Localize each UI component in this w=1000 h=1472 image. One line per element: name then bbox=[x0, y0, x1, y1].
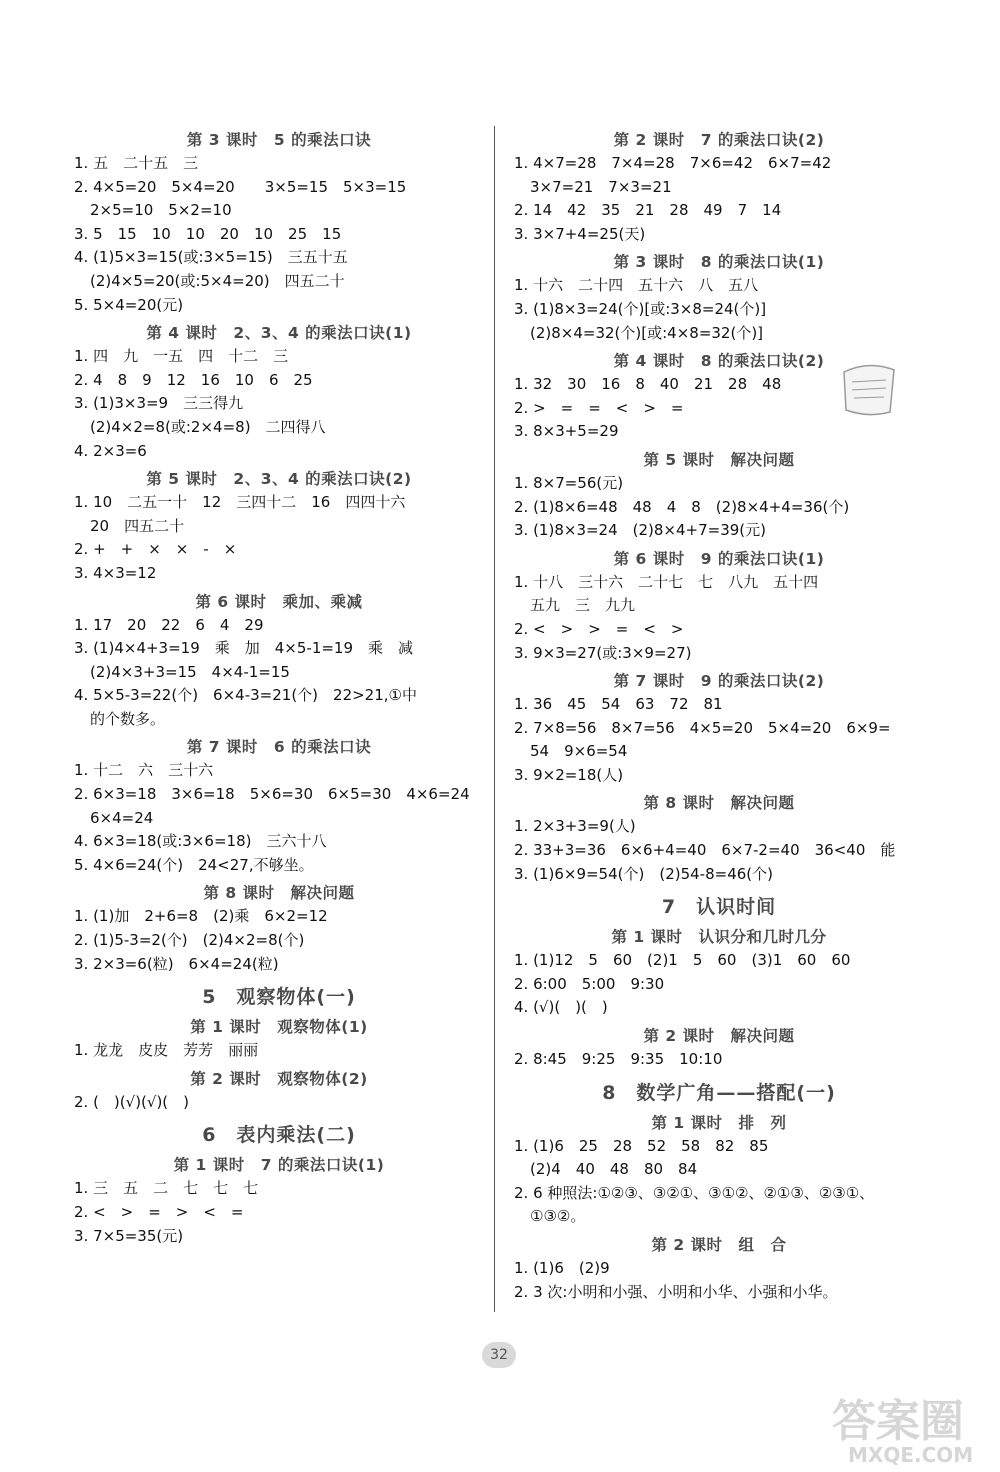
answer-line: 4. (1)5×3=15(或:3×5=15) 三五十五 bbox=[74, 248, 348, 267]
lesson-heading: 第 4 课时 2、3、4 的乘法口诀(1) bbox=[146, 324, 412, 343]
answer-line: 1. (1)12 5 60 (2)1 5 60 (3)1 60 60 bbox=[514, 951, 851, 970]
answer-line: 4. 5×5-3=22(个) 6×4-3=21(个) 22>21,①中 bbox=[74, 686, 417, 705]
answer-line: 3. 7×5=35(元) bbox=[74, 1226, 184, 1245]
answer-line: 2. 14 42 35 21 28 49 7 14 bbox=[514, 201, 782, 220]
answer-line: 五九 三 九九 bbox=[530, 596, 636, 615]
answer-line: 1. 8×7=56(元) bbox=[514, 473, 624, 492]
answer-line: 2×5=10 5×2=10 bbox=[90, 201, 232, 220]
lesson-heading: 第 2 课时 观察物体(2) bbox=[190, 1069, 368, 1088]
lesson-heading: 第 3 课时 5 的乘法口诀 bbox=[186, 131, 372, 149]
answer-line: 2. 4 8 9 12 16 10 6 25 bbox=[74, 370, 313, 389]
lesson-heading: 第 7 课时 9 的乘法口诀(2) bbox=[613, 672, 825, 691]
answer-line: (2)4 40 48 80 84 bbox=[530, 1160, 698, 1179]
answer-line: (2)8×4=32(个)[或:4×8=32(个)] bbox=[530, 323, 764, 342]
answer-line: 2. < > > = < > bbox=[514, 619, 684, 638]
lesson-heading: 第 6 课时 乘加、乘减 bbox=[195, 592, 363, 611]
answer-line: 3. (1)3×3=9 三三得九 bbox=[74, 394, 244, 413]
svg-text:MXQE.COM: MXQE.COM bbox=[848, 1443, 974, 1467]
lesson-heading: 第 5 课时 解决问题 bbox=[643, 450, 795, 469]
answer-line: 1. 32 30 16 8 40 21 28 48 bbox=[514, 375, 782, 394]
answer-line: 1. 龙龙 皮皮 芳芳 丽丽 bbox=[74, 1041, 259, 1060]
answer-line: 1. 10 二五一十 12 三四十二 16 四四十六 bbox=[74, 493, 406, 512]
lesson-heading: 第 7 课时 6 的乘法口诀 bbox=[186, 738, 372, 757]
answer-line: 3. 4×3=12 bbox=[74, 563, 157, 582]
answer-line: 1. (1)加 2+6=8 (2)乘 6×2=12 bbox=[74, 907, 328, 926]
answer-line: 3. 2×3=6(粒) 6×4=24(粒) bbox=[74, 954, 279, 973]
answer-line: 2. < > = > < = bbox=[74, 1203, 244, 1221]
answer-line: 2. 6:00 5:00 9:30 bbox=[514, 974, 665, 993]
lesson-heading: 第 8 课时 解决问题 bbox=[643, 794, 795, 813]
svg-text:答案圈: 答案圈 bbox=[832, 1396, 964, 1447]
answer-line: 2. 6 种照法:①②③、③②①、③①②、②①③、②③①、 bbox=[514, 1183, 875, 1202]
answer-line: 1. 三 五 二 七 七 七 bbox=[74, 1179, 259, 1198]
answer-line: 3×7=21 7×3=21 bbox=[530, 177, 672, 196]
answer-line: 1. 17 20 22 6 4 29 bbox=[74, 615, 264, 634]
answer-line: 3. (1)8×3=24(个)[或:3×8=24(个)] bbox=[514, 299, 767, 318]
lesson-heading: 第 2 课时 解决问题 bbox=[643, 1027, 795, 1046]
answer-line: 1. 四 九 一五 四 十二 三 bbox=[74, 347, 289, 366]
answer-line: 5. 5×4=20(元) bbox=[74, 295, 184, 314]
lesson-heading: 第 6 课时 9 的乘法口诀(1) bbox=[613, 549, 825, 568]
answer-line: 2. 8:45 9:25 9:35 10:10 bbox=[514, 1050, 723, 1069]
answer-line: 4. 2×3=6 bbox=[74, 441, 147, 460]
answer-line: (2)4×3+3=15 4×4-1=15 bbox=[90, 662, 290, 681]
lesson-heading: 第 2 课时 组 合 bbox=[651, 1236, 787, 1254]
answer-line: 6×4=24 bbox=[90, 808, 154, 827]
answer-line: 2. (1)8×6=48 48 4 8 (2)8×4+4=36(个) bbox=[514, 497, 850, 516]
answer-line: 4. (√)( )( ) bbox=[514, 998, 608, 1017]
answer-line: 3. (1)4×4+3=19 乘 加 4×5-1=19 乘 减 bbox=[74, 639, 414, 658]
answer-line: 5. 4×6=24(个) 24<27,不够坐。 bbox=[74, 855, 314, 874]
answer-line: 2. 7×8=56 8×7=56 4×5=20 5×4=20 6×9= bbox=[514, 718, 891, 737]
answer-line: 1. 五 二十五 三 bbox=[74, 154, 199, 172]
page-number: 32 bbox=[482, 1342, 516, 1368]
answer-line: 2. 6×3=18 3×6=18 5×6=30 6×5=30 4×6=24 bbox=[74, 785, 470, 804]
left-column bbox=[74, 124, 484, 1248]
answer-line: 3. 9×2=18(人) bbox=[514, 765, 624, 784]
lesson-heading: 第 1 课时 观察物体(1) bbox=[190, 1018, 368, 1037]
answer-line: 3. (1)8×3=24 (2)8×4+7=39(元) bbox=[514, 521, 767, 540]
lesson-heading: 第 1 课时 排 列 bbox=[651, 1113, 787, 1132]
lesson-heading: 第 4 课时 8 的乘法口诀(2) bbox=[613, 352, 825, 371]
answer-line: 3. 9×3=27(或:3×9=27) bbox=[514, 643, 692, 662]
lesson-heading: 第 1 课时 认识分和几时几分 bbox=[611, 928, 827, 947]
answer-line: 2. 4×5=20 5×4=20 3×5=15 5×3=15 bbox=[74, 177, 407, 196]
answer-line: 4. 6×3=18(或:3×6=18) 三六十八 bbox=[74, 832, 327, 851]
answer-line: 1. 4×7=28 7×4=28 7×6=42 6×7=42 bbox=[514, 154, 832, 172]
answer-line: 2. > = = < > = bbox=[514, 398, 684, 417]
answer-line: 1. 36 45 54 63 72 81 bbox=[514, 695, 723, 714]
chapter-title: 8 数学广角——搭配(一) bbox=[602, 1081, 836, 1104]
chapter-title: 5 观察物体(一) bbox=[202, 986, 356, 1009]
answer-line: ①③②。 bbox=[530, 1207, 586, 1226]
lesson-heading: 第 8 课时 解决问题 bbox=[203, 884, 355, 903]
answer-line: 2. + + × × - × bbox=[74, 540, 237, 559]
answer-line: 2. 3 次:小明和小强、小明和小华、小强和小华。 bbox=[514, 1282, 838, 1301]
answer-line: 1. 十六 二十四 五十六 八 五八 bbox=[514, 276, 759, 295]
right-column bbox=[514, 124, 924, 1304]
answer-line: 1. (1)6 (2)9 bbox=[514, 1259, 610, 1277]
answer-line: 20 四五二十 bbox=[90, 516, 185, 535]
answer-line: (2)4×5=20(或:5×4=20) 四五二十 bbox=[90, 271, 345, 290]
watermark-logo-icon bbox=[826, 1384, 994, 1468]
lesson-heading: 第 2 课时 7 的乘法口诀(2) bbox=[613, 131, 825, 149]
answer-line: 2. (1)5-3=2(个) (2)4×2=8(个) bbox=[74, 931, 305, 950]
lesson-heading: 第 1 课时 7 的乘法口诀(1) bbox=[173, 1156, 385, 1175]
column-divider bbox=[494, 126, 495, 1312]
answer-line: 2. 33+3=36 6×6+4=40 6×7-2=40 36<40 能 bbox=[514, 841, 896, 860]
lesson-heading: 第 5 课时 2、3、4 的乘法口诀(2) bbox=[146, 470, 412, 489]
chapter-title: 6 表内乘法(二) bbox=[202, 1124, 356, 1147]
answer-line: 3. (1)6×9=54(个) (2)54-8=46(个) bbox=[514, 864, 773, 883]
answer-line: 的个数多。 bbox=[90, 709, 166, 728]
answer-line: 54 9×6=54 bbox=[530, 742, 628, 761]
answer-line: 3. 5 15 10 10 20 10 25 15 bbox=[74, 224, 342, 243]
answer-line: 2. ( )(√)(√)( ) bbox=[74, 1092, 190, 1111]
lesson-heading: 第 3 课时 8 的乘法口诀(1) bbox=[613, 253, 825, 272]
answer-line: 1. 十二 六 三十六 bbox=[74, 761, 214, 780]
answer-line: 1. 2×3+3=9(人) bbox=[514, 817, 636, 836]
answer-line: 3. 8×3+5=29 bbox=[514, 422, 619, 441]
chapter-title: 7 认识时间 bbox=[661, 896, 777, 919]
watermark bbox=[826, 1384, 994, 1468]
stamp-icon bbox=[838, 358, 900, 420]
answer-line: 3. 3×7+4=25(天) bbox=[514, 224, 646, 243]
answer-line: 1. 十八 三十六 二十七 七 八九 五十四 bbox=[514, 572, 819, 591]
answer-line: (2)4×2=8(或:2×4=8) 二四得八 bbox=[90, 417, 326, 436]
answer-line: 1. (1)6 25 28 52 58 82 85 bbox=[514, 1136, 769, 1155]
